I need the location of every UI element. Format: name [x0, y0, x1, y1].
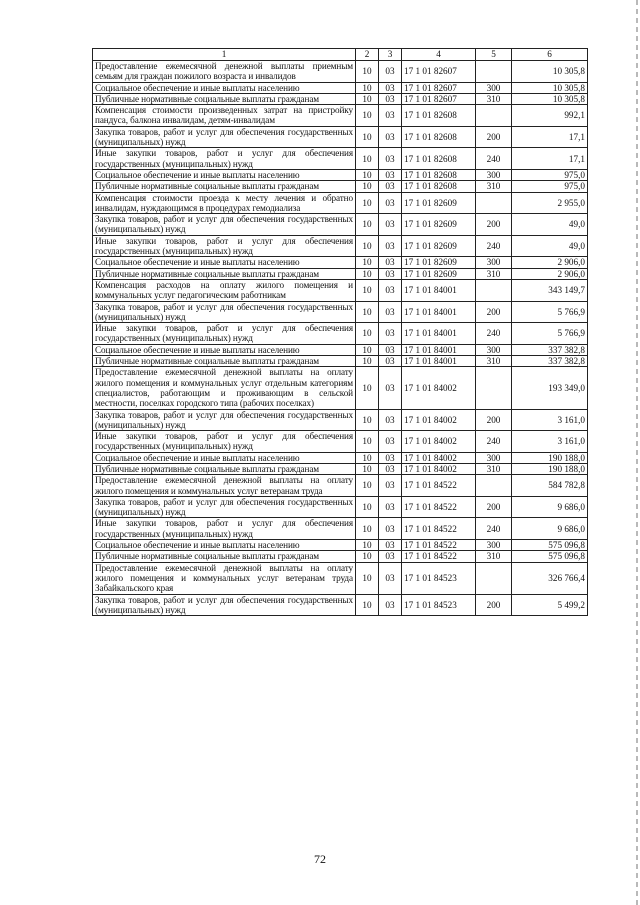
expense-type-cell	[476, 61, 512, 83]
section-cell: 10	[356, 463, 379, 474]
target-article-cell: 17 1 01 84001	[402, 301, 476, 323]
table-row	[93, 540, 588, 551]
section-cell: 10	[356, 409, 379, 431]
amount-cell: 10 305,8	[512, 82, 588, 93]
section-cell: 10	[356, 344, 379, 355]
expense-name-cell: Закупка товаров, работ и услуг для обеспечения государственных (муниципальных) нужд	[93, 594, 356, 616]
expense-name-cell: Компенсация стоимости произведенных затрат на пристройку пандуса, балкона инвалидам, детям-инвалидам	[93, 105, 356, 127]
section-cell: 10	[356, 551, 379, 562]
subsection-cell: 03	[379, 452, 402, 463]
section-cell: 10	[356, 93, 379, 104]
target-article-cell: 17 1 01 84002	[402, 367, 476, 409]
expense-type-cell	[476, 562, 512, 594]
expense-name-cell: Социальное обеспечение и иные выплаты населению	[93, 257, 356, 268]
header-cell-6: 6	[512, 49, 588, 61]
target-article-cell: 17 1 01 82609	[402, 235, 476, 257]
table-row	[93, 475, 588, 497]
subsection-cell: 03	[379, 181, 402, 192]
header-cell-4: 4	[402, 49, 476, 61]
expense-type-cell: 310	[476, 463, 512, 474]
amount-cell: 10 305,8	[512, 61, 588, 83]
expense-name-cell: Публичные нормативные социальные выплаты гражданам	[93, 356, 356, 367]
table-row	[93, 323, 588, 345]
subsection-cell: 03	[379, 562, 402, 594]
subsection-cell: 03	[379, 105, 402, 127]
target-article-cell: 17 1 01 84001	[402, 279, 476, 301]
subsection-cell: 03	[379, 356, 402, 367]
amount-cell: 584 782,8	[512, 475, 588, 497]
target-article-cell: 17 1 01 84522	[402, 475, 476, 497]
table-row	[93, 409, 588, 431]
table-row	[93, 181, 588, 192]
amount-cell: 3 161,0	[512, 409, 588, 431]
table-row	[93, 61, 588, 83]
subsection-cell: 03	[379, 431, 402, 453]
target-article-cell: 17 1 01 82608	[402, 148, 476, 170]
target-article-cell: 17 1 01 82608	[402, 169, 476, 180]
subsection-cell: 03	[379, 551, 402, 562]
expense-type-cell: 300	[476, 452, 512, 463]
amount-cell: 343 149,7	[512, 279, 588, 301]
scan-edge	[636, 0, 638, 905]
amount-cell: 2 906,0	[512, 257, 588, 268]
expense-type-cell: 240	[476, 518, 512, 540]
expense-type-cell: 200	[476, 409, 512, 431]
subsection-cell: 03	[379, 235, 402, 257]
expense-name-cell: Иные закупки товаров, работ и услуг для обеспечения государственных (муниципальных) нужд	[93, 148, 356, 170]
budget-table	[92, 48, 588, 616]
subsection-cell: 03	[379, 214, 402, 236]
target-article-cell: 17 1 01 84002	[402, 409, 476, 431]
amount-cell: 975,0	[512, 169, 588, 180]
table-row	[93, 235, 588, 257]
subsection-cell: 03	[379, 82, 402, 93]
header-cell-3: 3	[379, 49, 402, 61]
expense-name-cell: Предоставление ежемесячной денежной выплаты на оплату жилого помещения и коммунальных услуг ветеранам труда Забайкальского края	[93, 562, 356, 594]
subsection-cell: 03	[379, 323, 402, 345]
target-article-cell: 17 1 01 84002	[402, 452, 476, 463]
expense-name-cell: Предоставление ежемесячной денежной выплаты приемным семьям для граждан пожилого возраста и инвалидов	[93, 61, 356, 83]
subsection-cell: 03	[379, 148, 402, 170]
subsection-cell: 03	[379, 463, 402, 474]
amount-cell: 9 686,0	[512, 496, 588, 518]
subsection-cell: 03	[379, 126, 402, 148]
section-cell: 10	[356, 594, 379, 616]
expense-name-cell: Социальное обеспечение и иные выплаты населению	[93, 452, 356, 463]
subsection-cell: 03	[379, 279, 402, 301]
section-cell: 10	[356, 367, 379, 409]
expense-type-cell: 240	[476, 235, 512, 257]
subsection-cell: 03	[379, 344, 402, 355]
expense-type-cell: 310	[476, 356, 512, 367]
table-row	[93, 356, 588, 367]
expense-type-cell	[476, 105, 512, 127]
amount-cell: 9 686,0	[512, 518, 588, 540]
subsection-cell: 03	[379, 61, 402, 83]
target-article-cell: 17 1 01 82608	[402, 105, 476, 127]
expense-name-cell: Социальное обеспечение и иные выплаты населению	[93, 344, 356, 355]
page-number: 72	[314, 852, 326, 866]
expense-name-cell: Иные закупки товаров, работ и услуг для обеспечения государственных (муниципальных) нужд	[93, 323, 356, 345]
subsection-cell: 03	[379, 93, 402, 104]
target-article-cell: 17 1 01 84522	[402, 496, 476, 518]
section-cell: 10	[356, 540, 379, 551]
expense-type-cell: 240	[476, 431, 512, 453]
section-cell: 10	[356, 181, 379, 192]
expense-type-cell: 240	[476, 323, 512, 345]
target-article-cell: 17 1 01 82607	[402, 82, 476, 93]
section-cell: 10	[356, 61, 379, 83]
expense-type-cell: 300	[476, 169, 512, 180]
target-article-cell: 17 1 01 84002	[402, 463, 476, 474]
expense-type-cell: 300	[476, 540, 512, 551]
table-row	[93, 367, 588, 409]
expense-name-cell: Закупка товаров, работ и услуг для обеспечения государственных (муниципальных) нужд	[93, 301, 356, 323]
amount-cell: 17,1	[512, 126, 588, 148]
section-cell: 10	[356, 214, 379, 236]
expense-name-cell: Публичные нормативные социальные выплаты гражданам	[93, 268, 356, 279]
table-row	[93, 82, 588, 93]
subsection-cell: 03	[379, 268, 402, 279]
expense-type-cell: 200	[476, 496, 512, 518]
expense-name-cell: Социальное обеспечение и иные выплаты населению	[93, 82, 356, 93]
amount-cell: 992,1	[512, 105, 588, 127]
expense-name-cell: Закупка товаров, работ и услуг для обеспечения государственных (муниципальных) нужд	[93, 126, 356, 148]
target-article-cell: 17 1 01 84001	[402, 323, 476, 345]
target-article-cell: 17 1 01 82607	[402, 93, 476, 104]
subsection-cell: 03	[379, 169, 402, 180]
section-cell: 10	[356, 431, 379, 453]
section-cell: 10	[356, 82, 379, 93]
amount-cell: 337 382,8	[512, 344, 588, 355]
subsection-cell: 03	[379, 496, 402, 518]
expense-type-cell	[476, 279, 512, 301]
section-cell: 10	[356, 126, 379, 148]
amount-cell: 5 499,2	[512, 594, 588, 616]
amount-cell: 190 188,0	[512, 463, 588, 474]
table-row	[93, 214, 588, 236]
header-cell-1: 1	[93, 49, 356, 61]
expense-type-cell: 200	[476, 594, 512, 616]
subsection-cell: 03	[379, 594, 402, 616]
table-row	[93, 192, 588, 214]
section-cell: 10	[356, 268, 379, 279]
expense-type-cell	[476, 475, 512, 497]
section-cell: 10	[356, 452, 379, 463]
amount-cell: 337 382,8	[512, 356, 588, 367]
table-row	[93, 169, 588, 180]
table-row	[93, 518, 588, 540]
section-cell: 10	[356, 356, 379, 367]
target-article-cell: 17 1 01 84523	[402, 562, 476, 594]
amount-cell: 49,0	[512, 235, 588, 257]
expense-type-cell: 310	[476, 181, 512, 192]
section-cell: 10	[356, 279, 379, 301]
table-row	[93, 268, 588, 279]
target-article-cell: 17 1 01 82608	[402, 181, 476, 192]
target-article-cell: 17 1 01 84001	[402, 344, 476, 355]
amount-cell: 575 096,8	[512, 551, 588, 562]
section-cell: 10	[356, 301, 379, 323]
expense-type-cell: 310	[476, 551, 512, 562]
expense-name-cell: Публичные нормативные социальные выплаты гражданам	[93, 551, 356, 562]
subsection-cell: 03	[379, 367, 402, 409]
section-cell: 10	[356, 148, 379, 170]
target-article-cell: 17 1 01 84522	[402, 518, 476, 540]
target-article-cell: 17 1 01 82609	[402, 192, 476, 214]
expense-type-cell: 240	[476, 148, 512, 170]
expense-name-cell: Иные закупки товаров, работ и услуг для обеспечения государственных (муниципальных) нужд	[93, 235, 356, 257]
amount-cell: 10 305,8	[512, 93, 588, 104]
section-cell: 10	[356, 192, 379, 214]
target-article-cell: 17 1 01 82607	[402, 61, 476, 83]
table-row	[93, 344, 588, 355]
expense-type-cell: 300	[476, 82, 512, 93]
amount-cell: 193 349,0	[512, 367, 588, 409]
subsection-cell: 03	[379, 540, 402, 551]
header-cell-2: 2	[356, 49, 379, 61]
table-row	[93, 148, 588, 170]
target-article-cell: 17 1 01 82609	[402, 214, 476, 236]
expense-name-cell: Закупка товаров, работ и услуг для обеспечения государственных (муниципальных) нужд	[93, 214, 356, 236]
target-article-cell: 17 1 01 84522	[402, 551, 476, 562]
expense-name-cell: Закупка товаров, работ и услуг для обеспечения государственных (муниципальных) нужд	[93, 409, 356, 431]
section-cell: 10	[356, 518, 379, 540]
table-row	[93, 93, 588, 104]
section-cell: 10	[356, 235, 379, 257]
amount-cell: 5 766,9	[512, 323, 588, 345]
target-article-cell: 17 1 01 84523	[402, 594, 476, 616]
amount-cell: 975,0	[512, 181, 588, 192]
amount-cell: 17,1	[512, 148, 588, 170]
expense-type-cell: 300	[476, 257, 512, 268]
table-row	[93, 257, 588, 268]
expense-type-cell: 300	[476, 344, 512, 355]
subsection-cell: 03	[379, 475, 402, 497]
expense-type-cell: 310	[476, 93, 512, 104]
target-article-cell: 17 1 01 82609	[402, 257, 476, 268]
amount-cell: 575 096,8	[512, 540, 588, 551]
amount-cell: 3 161,0	[512, 431, 588, 453]
table-row	[93, 126, 588, 148]
expense-name-cell: Иные закупки товаров, работ и услуг для обеспечения государственных (муниципальных) нужд	[93, 518, 356, 540]
expense-name-cell: Предоставление ежемесячной денежной выплаты на оплату жилого помещения и коммунальных услуг отдельным категориям специалистов, работающим и проживающим в сельской местности, поселках городского типа (рабочих поселках)	[93, 367, 356, 409]
amount-cell: 5 766,9	[512, 301, 588, 323]
table-row	[93, 452, 588, 463]
section-cell: 10	[356, 475, 379, 497]
section-cell: 10	[356, 496, 379, 518]
target-article-cell: 17 1 01 82609	[402, 268, 476, 279]
table-row	[93, 301, 588, 323]
expense-name-cell: Публичные нормативные социальные выплаты гражданам	[93, 181, 356, 192]
amount-cell: 326 766,4	[512, 562, 588, 594]
section-cell: 10	[356, 169, 379, 180]
table-row	[93, 496, 588, 518]
subsection-cell: 03	[379, 192, 402, 214]
header-cell-5: 5	[476, 49, 512, 61]
section-cell: 10	[356, 323, 379, 345]
section-cell: 10	[356, 257, 379, 268]
amount-cell: 190 188,0	[512, 452, 588, 463]
section-cell: 10	[356, 562, 379, 594]
amount-cell: 2 955,0	[512, 192, 588, 214]
expense-name-cell: Социальное обеспечение и иные выплаты населению	[93, 540, 356, 551]
expense-name-cell: Предоставление ежемесячной денежной выплаты на оплату жилого помещения и коммунальных услуг ветеранам труда	[93, 475, 356, 497]
expense-type-cell: 200	[476, 301, 512, 323]
expense-type-cell	[476, 367, 512, 409]
table-body	[93, 61, 588, 616]
table-row	[93, 105, 588, 127]
amount-cell: 2 906,0	[512, 268, 588, 279]
expense-type-cell: 200	[476, 214, 512, 236]
target-article-cell: 17 1 01 84002	[402, 431, 476, 453]
table-row	[93, 551, 588, 562]
subsection-cell: 03	[379, 301, 402, 323]
section-cell: 10	[356, 105, 379, 127]
expense-type-cell: 310	[476, 268, 512, 279]
expense-type-cell: 200	[476, 126, 512, 148]
expense-name-cell: Иные закупки товаров, работ и услуг для обеспечения государственных (муниципальных) нужд	[93, 431, 356, 453]
expense-type-cell	[476, 192, 512, 214]
expense-name-cell: Компенсация расходов на оплату жилого помещения и коммунальных услуг педагогическим работникам	[93, 279, 356, 301]
amount-cell: 49,0	[512, 214, 588, 236]
table-row	[93, 594, 588, 616]
target-article-cell: 17 1 01 84522	[402, 540, 476, 551]
expense-name-cell: Закупка товаров, работ и услуг для обеспечения государственных (муниципальных) нужд	[93, 496, 356, 518]
target-article-cell: 17 1 01 84001	[402, 356, 476, 367]
subsection-cell: 03	[379, 257, 402, 268]
table-row	[93, 431, 588, 453]
subsection-cell: 03	[379, 518, 402, 540]
expense-name-cell: Компенсация стоимости проезда к месту лечения и обратно инвалидам, нуждающимся в процедурах гемодиализа	[93, 192, 356, 214]
expense-name-cell: Социальное обеспечение и иные выплаты населению	[93, 169, 356, 180]
table-row	[93, 463, 588, 474]
header-row	[93, 49, 588, 61]
table-row	[93, 562, 588, 594]
target-article-cell: 17 1 01 82608	[402, 126, 476, 148]
table-row	[93, 279, 588, 301]
expense-name-cell: Публичные нормативные социальные выплаты гражданам	[93, 463, 356, 474]
expense-name-cell: Публичные нормативные социальные выплаты гражданам	[93, 93, 356, 104]
subsection-cell: 03	[379, 409, 402, 431]
